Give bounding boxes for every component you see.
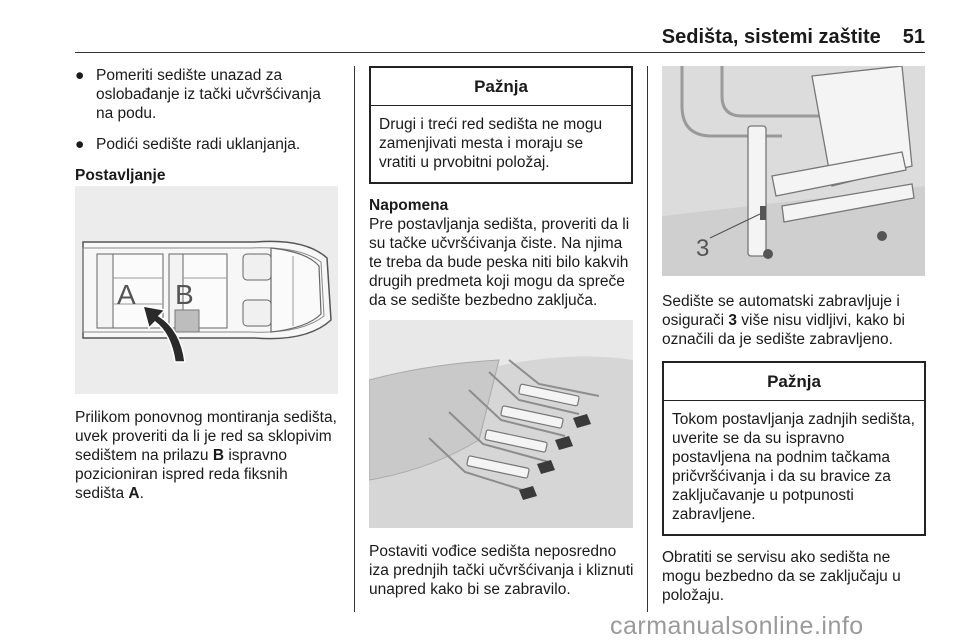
note-body: Pre postavljanja sedišta, proveriti da li su tačke učvršćivanja čiste. Na njima te treba da bude peska niti bilo kakvih drugih predmeta koji mogu da spreče da se sedište bezbedno zaključa. <box>369 216 630 309</box>
column-3 <box>662 292 926 617</box>
caution-body: Tokom postavljanja zadnjih sedišta, uverite se da su ispravno postavljena na podnim tačkama pričvršćivanja i da su bravice za zaključavanje u potpunosti zabravljene. <box>672 411 915 523</box>
note-title: Napomena <box>369 197 449 214</box>
ref-b: B <box>212 447 225 464</box>
caution-title: Pažnja <box>371 68 631 106</box>
ref-3: 3 <box>728 312 737 329</box>
bullet-dot: ● <box>75 136 85 153</box>
page-section-title: Sedišta, sistemi zaštite <box>661 26 881 48</box>
watermark: carmanualsonline.info <box>610 612 864 640</box>
column-1-paragraph <box>75 408 341 515</box>
seat-lock-drawing <box>662 66 925 276</box>
seat-label-a: A <box>117 279 136 310</box>
column-2 <box>369 66 633 310</box>
bullet-dot: ● <box>75 67 85 84</box>
callout-3: 3 <box>696 235 710 262</box>
seat-layout-illustration <box>75 186 338 394</box>
caution-box <box>369 66 633 184</box>
bullet-text: Pomeriti sedište unazad za oslobađanje iz tački učvršćivanja na podu. <box>96 67 321 122</box>
list-item <box>75 66 341 123</box>
caution-box <box>662 361 926 536</box>
caution-title: Pažnja <box>664 363 924 401</box>
column-2-paragraph <box>369 542 637 611</box>
header-rule <box>75 52 925 53</box>
column-divider-right <box>647 66 648 612</box>
seat-label-b: B <box>175 279 194 310</box>
body-paragraph: Postaviti vođice sedišta neposredno iza prednjih tački učvršćivanja i kliznuti unapred kako bi se zabravilo. <box>369 543 634 598</box>
page-number: 51 <box>902 26 925 48</box>
seat-rails-drawing <box>369 320 633 528</box>
body-paragraph: Prilikom ponovnog montiranja sedišta, uvek proveriti da li je red sa sklopivim sedištem na prilazu B ispravno pozicioniran ispred reda fiksnih sedišta A. <box>75 409 337 502</box>
body-paragraph: Sedište se automatski zabravljuje i osigurači 3 više nisu vidljivi, kako bi označili da je sedište zabravljeno. <box>662 293 905 348</box>
bullet-text: Podići sedište radi uklanjanja. <box>96 136 301 153</box>
subheading-postavljanje: Postavljanje <box>75 167 166 184</box>
seat-lock-illustration <box>662 66 925 276</box>
list-item <box>75 135 341 154</box>
body-paragraph: Obratiti se servisu ako sedišta ne mogu bezbedno da se zaključaju u položaju. <box>662 549 901 604</box>
seat-layout-diagram <box>75 186 338 394</box>
seat-rails-illustration <box>369 320 633 528</box>
caution-body: Drugi i treći red sedišta ne mogu zamenjivati mesta i moraju se vratiti u prvobitni položaj. <box>379 116 603 171</box>
page-header <box>75 26 925 54</box>
column-1 <box>75 66 341 185</box>
ref-a: A <box>128 485 140 502</box>
column-divider-left <box>354 66 355 612</box>
